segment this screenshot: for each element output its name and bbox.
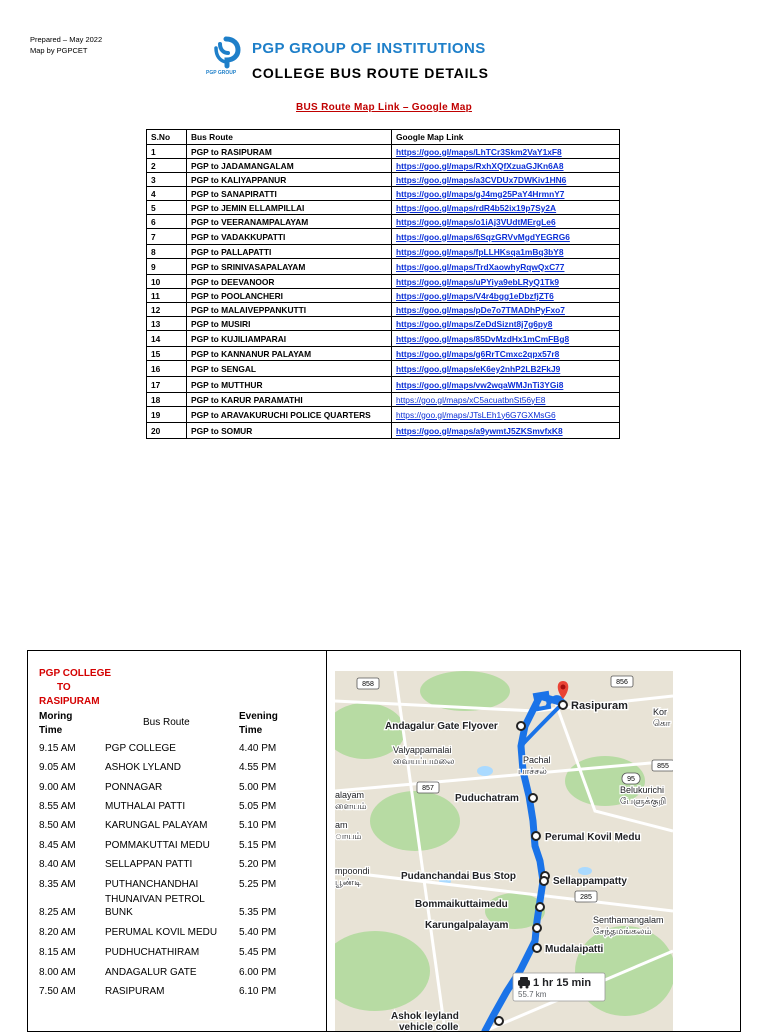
evening-time: 5.00 PM bbox=[239, 782, 277, 793]
stop-name: ANDAGALUR GATE bbox=[105, 967, 197, 978]
cell-no: 6 bbox=[147, 215, 187, 229]
label-karungalpalayam: Karungalpalayam bbox=[425, 920, 509, 931]
cell-route: PGP to RASIPURAM bbox=[187, 145, 392, 159]
map-link[interactable]: https://goo.gl/maps/xC5acuatbnSt56yE8 bbox=[392, 393, 620, 407]
cell-route: PGP to JEMIN ELLAMPILLAI bbox=[187, 201, 392, 215]
prepared-date: Prepared – May 2022 bbox=[30, 35, 103, 44]
cell-route: PGP to VADAKKUPATTI bbox=[187, 229, 392, 245]
stop-name: PERUMAL KOVIL MEDU bbox=[105, 927, 218, 938]
stop-name: KARUNGAL PALAYAM bbox=[105, 820, 208, 831]
table-row bbox=[147, 145, 620, 159]
map-link[interactable]: https://goo.gl/maps/a9ywmtJ5ZKSmvfxK8 bbox=[392, 423, 620, 439]
table-row bbox=[147, 259, 620, 275]
label-bommaikuttaimedu: Bommaikuttaimedu bbox=[415, 899, 508, 910]
label-sellappampatty: Sellappampatty bbox=[553, 876, 627, 887]
morning-time-header bbox=[39, 710, 72, 738]
map-link[interactable]: https://goo.gl/maps/g6RrTCmxc2qpx57r8 bbox=[392, 347, 620, 361]
map-link[interactable]: https://goo.gl/maps/gJ4mg25PaY4HrmnY7 bbox=[392, 187, 620, 201]
schedule-row bbox=[39, 946, 319, 966]
evening-time: 5.20 PM bbox=[239, 859, 277, 870]
morning-time: 9.15 AM bbox=[39, 743, 76, 754]
logo-text: PGP GROUP bbox=[206, 70, 237, 76]
morning-time: 8.35 AM bbox=[39, 879, 76, 890]
cell-no: 7 bbox=[147, 229, 187, 245]
schedule-row bbox=[39, 985, 319, 1004]
cell-no: 14 bbox=[147, 331, 187, 347]
label-alayam-ta: ளையம் bbox=[335, 801, 367, 811]
col-route: Bus Route bbox=[187, 130, 392, 145]
morning-time: 8.20 AM bbox=[39, 927, 76, 938]
label-andagalur: Andagalur Gate Flyover bbox=[385, 721, 498, 732]
map-link[interactable]: https://goo.gl/maps/JTsLEh1y6G7GXMsG6 bbox=[392, 407, 620, 423]
label-vehicle-colle: vehicle colle bbox=[399, 1022, 459, 1031]
schedule-row bbox=[39, 761, 319, 781]
evening-time: 5.45 PM bbox=[239, 947, 277, 958]
label-alayam: alayam bbox=[335, 790, 365, 800]
schedule-row bbox=[39, 800, 319, 819]
cell-no: 12 bbox=[147, 303, 187, 317]
cell-route: PGP to MUTTHUR bbox=[187, 377, 392, 393]
evening-time: 6.10 PM bbox=[239, 986, 277, 997]
label-senthamangalam: Senthamangalam bbox=[593, 915, 664, 925]
route-schedule-panel bbox=[27, 650, 741, 1032]
label-am: am bbox=[335, 820, 348, 830]
road-shield-858: 858 bbox=[362, 681, 374, 688]
evening-time: 4.40 PM bbox=[239, 743, 277, 754]
schedule-title-dest: RASIPURAM bbox=[39, 696, 100, 707]
schedule-row bbox=[39, 893, 319, 906]
map-link[interactable]: https://goo.gl/maps/vw2wqaWMJnTi3YGi8 bbox=[392, 377, 620, 393]
table-row bbox=[147, 317, 620, 331]
cell-route: PGP to JADAMANGALAM bbox=[187, 159, 392, 173]
table-row bbox=[147, 229, 620, 245]
road-shield-95: 95 bbox=[627, 776, 635, 783]
evening-time: 6.00 PM bbox=[239, 967, 277, 978]
label-senthamangalam-ta: சேந்தமங்கலம் bbox=[593, 926, 652, 936]
cell-route: PGP to SANAPIRATTI bbox=[187, 187, 392, 201]
stop-name: PUDHUCHATHIRAM bbox=[105, 947, 200, 958]
stop-name: THUNAIVAN PETROL bbox=[105, 894, 205, 905]
schedule-title-to: TO bbox=[57, 682, 71, 693]
doc-title: COLLEGE BUS ROUTE DETAILS bbox=[252, 65, 489, 81]
stop-name: SELLAPPAN PATTI bbox=[105, 859, 193, 870]
morning-time: 8.15 AM bbox=[39, 947, 76, 958]
evening-time: 5.15 PM bbox=[239, 840, 277, 851]
schedule-row bbox=[39, 839, 319, 858]
col-sno: S.No bbox=[147, 130, 187, 145]
road-shield-855: 855 bbox=[657, 763, 669, 770]
evening-time: 5.10 PM bbox=[239, 820, 277, 831]
stop-name: MUTHALAI PATTI bbox=[105, 801, 186, 812]
evening-time: 5.40 PM bbox=[239, 927, 277, 938]
schedule-row bbox=[39, 906, 319, 926]
map-link[interactable]: https://goo.gl/maps/ZeDdSiznt8j7g6py8 bbox=[392, 317, 620, 331]
road-shield-856: 856 bbox=[616, 679, 628, 686]
label-mudalaipatti: Mudalaipatti bbox=[545, 944, 604, 955]
map-link[interactable]: https://goo.gl/maps/rdR4b52ix19p7Sy2A bbox=[392, 201, 620, 215]
label-kor: Kor bbox=[653, 707, 668, 717]
label-pudanchandai: Pudanchandai Bus Stop bbox=[401, 871, 517, 882]
map-link[interactable]: https://goo.gl/maps/V4r4bgg1eDbzfjZT6 bbox=[392, 289, 620, 303]
cell-route: PGP to SOMUR bbox=[187, 423, 392, 439]
map-link[interactable]: https://goo.gl/maps/eK6ey2nhP2LB2FkJ9 bbox=[392, 361, 620, 377]
cell-no: 20 bbox=[147, 423, 187, 439]
map-link[interactable]: https://goo.gl/maps/TrdXaowhyRqwQxC77 bbox=[392, 259, 620, 275]
cell-no: 1 bbox=[147, 145, 187, 159]
label-mpoondi-ta: பூண்டி bbox=[335, 877, 362, 887]
map-link[interactable]: https://goo.gl/maps/85DvMzdHx1mCmFBg8 bbox=[392, 331, 620, 347]
cell-no: 8 bbox=[147, 245, 187, 259]
cell-route: PGP to ARAVAKURUCHI POLICE QUARTERS bbox=[187, 407, 392, 423]
cell-route: PGP to SRINIVASAPALAYAM bbox=[187, 259, 392, 275]
morning-time: 9.00 AM bbox=[39, 782, 76, 793]
schedule-row bbox=[39, 819, 319, 839]
route-map bbox=[335, 671, 673, 1031]
schedule-title-from: PGP COLLEGE bbox=[39, 668, 112, 679]
table-row bbox=[147, 201, 620, 215]
schedule-row bbox=[39, 742, 319, 761]
cell-no: 18 bbox=[147, 393, 187, 407]
cell-route: PGP to MALAIVEPPANKUTTI bbox=[187, 303, 392, 317]
label-rasipuram: Rasipuram bbox=[571, 700, 628, 712]
evening-time-header bbox=[239, 710, 278, 738]
bus-route-header: Bus Route bbox=[143, 717, 190, 728]
cell-no: 15 bbox=[147, 347, 187, 361]
cell-route: PGP to KUJILIAMPARAI bbox=[187, 331, 392, 347]
map-link[interactable]: https://goo.gl/maps/uPYiya9ebLRyQ1Tk9 bbox=[392, 275, 620, 289]
stop-name: RASIPURAM bbox=[105, 986, 165, 997]
stop-name: PGP COLLEGE bbox=[105, 743, 176, 754]
schedule-row bbox=[39, 878, 319, 893]
trip-distance: 55.7 km bbox=[518, 990, 547, 999]
table-row bbox=[147, 173, 620, 187]
schedule-row bbox=[39, 781, 319, 800]
map-link[interactable]: https://goo.gl/maps/LhTCr3Skm2VaY1xF8 bbox=[392, 145, 620, 159]
map-link[interactable]: https://goo.gl/maps/a3CVDUx7DWKiv1HN6 bbox=[392, 173, 620, 187]
label-pachal: Pachal bbox=[523, 755, 551, 765]
table-row bbox=[147, 159, 620, 173]
cell-route: PGP to SENGAL bbox=[187, 361, 392, 377]
label-belukurichi-ta: பேளுக்குறி bbox=[620, 796, 667, 806]
morning-time: 8.25 AM bbox=[39, 907, 76, 918]
morning-time: 8.40 AM bbox=[39, 859, 76, 870]
stop-name: ASHOK LYLAND bbox=[105, 762, 181, 773]
evening-time: 5.25 PM bbox=[239, 879, 277, 890]
morning-time: 8.45 AM bbox=[39, 840, 76, 851]
cell-no: 11 bbox=[147, 289, 187, 303]
stop-name: PONNAGAR bbox=[105, 782, 163, 793]
stop-name: BUNK bbox=[105, 907, 133, 918]
table-row bbox=[147, 407, 620, 423]
cell-route: PGP to MUSIRI bbox=[187, 317, 392, 331]
cell-no: 2 bbox=[147, 159, 187, 173]
table-row bbox=[147, 187, 620, 201]
schedule-row bbox=[39, 858, 319, 878]
trip-info-box bbox=[513, 973, 605, 1001]
table-row bbox=[147, 347, 620, 361]
cell-route: PGP to KALIYAPPANUR bbox=[187, 173, 392, 187]
cell-no: 10 bbox=[147, 275, 187, 289]
label-pachal-ta: பாச்சல் bbox=[518, 766, 547, 776]
map-link[interactable]: https://goo.gl/maps/fpLLHKsqa1mBq3bY8 bbox=[392, 245, 620, 259]
morning-time: 9.05 AM bbox=[39, 762, 76, 773]
cell-no: 4 bbox=[147, 187, 187, 201]
org-name: PGP GROUP OF INSTITUTIONS bbox=[252, 40, 486, 57]
morning-time: 8.00 AM bbox=[39, 967, 76, 978]
road-shield-857: 857 bbox=[422, 785, 434, 792]
road-shield-285: 285 bbox=[580, 894, 592, 901]
morning-header-line2: Time bbox=[39, 725, 63, 736]
schedule-row bbox=[39, 966, 319, 985]
table-row bbox=[147, 377, 620, 393]
label-valyappamalai: Valyappamalai bbox=[393, 745, 452, 755]
pgp-logo bbox=[208, 36, 244, 78]
evening-time: 5.35 PM bbox=[239, 907, 277, 918]
table-row bbox=[147, 361, 620, 377]
evening-header-line2: Time bbox=[239, 725, 263, 736]
evening-header-line1: Evening bbox=[239, 711, 278, 722]
trip-time: 1 hr 15 min bbox=[533, 977, 592, 989]
cell-no: 9 bbox=[147, 259, 187, 275]
label-puduchatram: Puduchatram bbox=[455, 793, 519, 804]
table-header-row bbox=[147, 130, 620, 145]
label-valyappamalai-ta: வையப்பமலை bbox=[393, 756, 455, 766]
cell-route: PGP to PALLAPATTI bbox=[187, 245, 392, 259]
morning-time: 7.50 AM bbox=[39, 986, 76, 997]
schedule-rows bbox=[39, 742, 319, 1004]
map-link-title: BUS Route Map Link – Google Map bbox=[296, 102, 472, 113]
morning-header-line1: Moring bbox=[39, 711, 73, 722]
table-row bbox=[147, 289, 620, 303]
stop-name: PUTHANCHANDHAI bbox=[105, 879, 199, 890]
schedule-title bbox=[39, 667, 119, 709]
cell-no: 5 bbox=[147, 201, 187, 215]
table-row bbox=[147, 423, 620, 439]
cell-no: 13 bbox=[147, 317, 187, 331]
col-link: Google Map Link bbox=[392, 130, 620, 145]
panel-divider bbox=[326, 651, 327, 1031]
map-link[interactable]: https://goo.gl/maps/o1iAj3VUdtMErgLe6 bbox=[392, 215, 620, 229]
map-by: Map by PGPCET bbox=[30, 46, 88, 55]
map-link[interactable]: https://goo.gl/maps/pDe7o7TMADhPyFxo7 bbox=[392, 303, 620, 317]
evening-time: 5.05 PM bbox=[239, 801, 277, 812]
table-row bbox=[147, 245, 620, 259]
cell-route: PGP to POOLANCHERI bbox=[187, 289, 392, 303]
cell-no: 19 bbox=[147, 407, 187, 423]
table-row bbox=[147, 393, 620, 407]
cell-route: PGP to DEEVANOOR bbox=[187, 275, 392, 289]
label-mpoondi: mpoondi bbox=[335, 866, 370, 876]
routes-table bbox=[146, 129, 620, 439]
label-perumal-kovil-medu: Perumal Kovil Medu bbox=[545, 832, 641, 843]
cell-no: 3 bbox=[147, 173, 187, 187]
evening-time: 4.55 PM bbox=[239, 762, 277, 773]
morning-time: 8.55 AM bbox=[39, 801, 76, 812]
label-belukurichi: Belukurichi bbox=[620, 785, 665, 795]
label-ashok-leyland: Ashok leyland bbox=[391, 1011, 459, 1022]
map-link[interactable]: https://goo.gl/maps/RxhXQfXzuaGJKn6A8 bbox=[392, 159, 620, 173]
cell-route: PGP to KANNANUR PALAYAM bbox=[187, 347, 392, 361]
table-row bbox=[147, 215, 620, 229]
cell-no: 16 bbox=[147, 361, 187, 377]
cell-route: PGP to KARUR PARAMATHI bbox=[187, 393, 392, 407]
table-row bbox=[147, 303, 620, 317]
cell-route: PGP to VEERANAMPALAYAM bbox=[187, 215, 392, 229]
table-row bbox=[147, 275, 620, 289]
label-kor-ta: கொ bbox=[653, 718, 671, 728]
map-link[interactable]: https://goo.gl/maps/6SqzGRVvMgdYEGRG6 bbox=[392, 229, 620, 245]
stop-name: POMMAKUTTAI MEDU bbox=[105, 840, 210, 851]
morning-time: 8.50 AM bbox=[39, 820, 76, 831]
table-row bbox=[147, 331, 620, 347]
schedule-row bbox=[39, 926, 319, 946]
prepared-note bbox=[30, 34, 102, 56]
cell-no: 17 bbox=[147, 377, 187, 393]
label-am-ta: ாயம் bbox=[335, 831, 362, 841]
